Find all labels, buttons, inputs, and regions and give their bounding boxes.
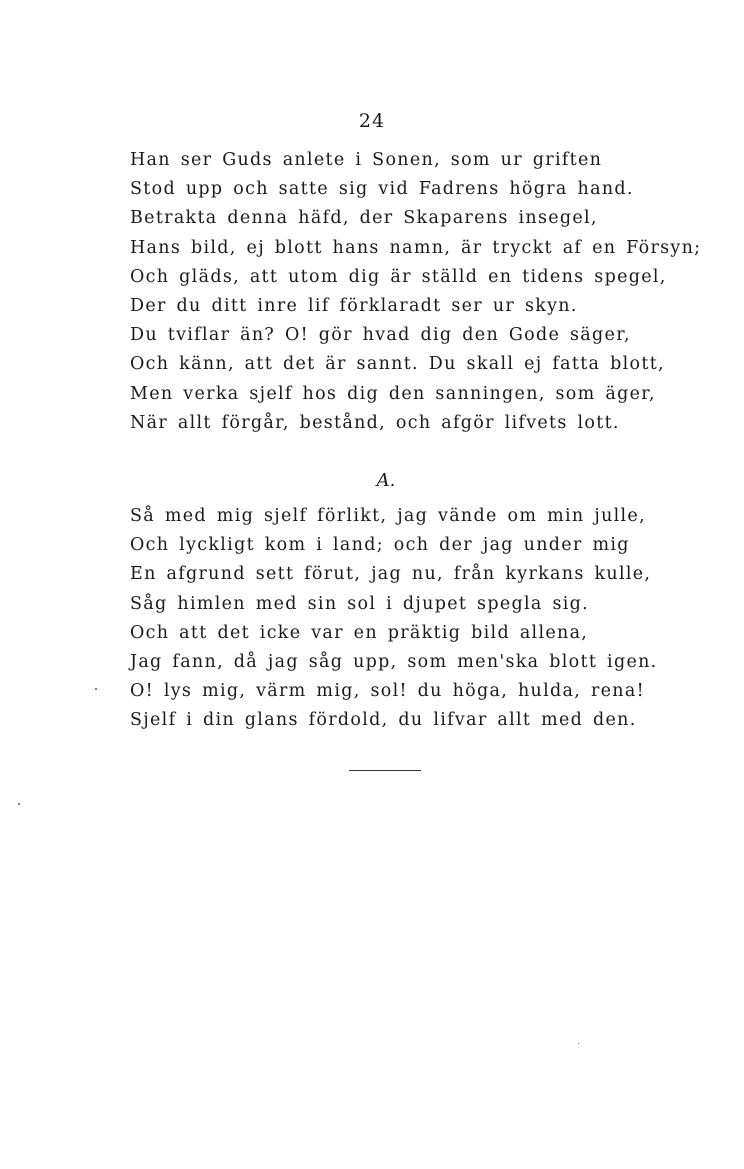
verse-line: Och att det icke var en präktig bild allena, xyxy=(130,622,589,643)
verse-line: Stod upp och satte sig vid Fadrens högra hand. xyxy=(130,179,634,200)
verse-line: Jag fann, då jag såg upp, som men'ska blott igen. xyxy=(130,651,658,672)
verse-line: Och lyckligt kom i land; och der jag under mig xyxy=(130,535,630,556)
print-speck xyxy=(578,1043,579,1044)
speaker-label: A. xyxy=(376,470,396,491)
verse-line: Sjelf i din glans fördold, du lifvar allt med den. xyxy=(130,710,637,731)
verse-line: O! lys mig, värm mig, sol! du höga, hulda, rena! xyxy=(130,681,645,702)
verse-line: Och känn, att det är sannt. Du skall ej fatta blott, xyxy=(130,354,665,375)
verse-line: Hans bild, ej blott hans namn, är tryckt af en Försyn; xyxy=(130,237,702,258)
verse-line: Men verka sjelf hos dig den sanningen, som äger, xyxy=(130,383,656,404)
stanza-one xyxy=(130,146,701,438)
section-divider xyxy=(349,770,421,771)
verse-line: Och gläds, att utom dig är ställd en tidens spegel, xyxy=(130,266,667,287)
page-number: 24 xyxy=(358,110,386,132)
stanza-two xyxy=(130,502,658,736)
verse-line: Der du ditt inre lif förklaradt ser ur skyn. xyxy=(130,295,578,316)
verse-line: Så med mig sjelf förlikt, jag vände om min julle, xyxy=(130,506,646,526)
verse-line: En afgrund sett förut, jag nu, från kyrkans kulle, xyxy=(130,564,652,585)
verse-line: När allt förgår, bestånd, och afgör lifvets lott. xyxy=(130,412,620,433)
verse-line: Du tviflar än? O! gör hvad dig den Gode säger, xyxy=(130,325,631,346)
verse-line: Betrakta denna häfd, der Skaparens insegel, xyxy=(130,208,598,229)
verse-line: Han ser Guds anlete i Sonen, som ur griften xyxy=(130,150,603,170)
print-speck xyxy=(95,688,97,690)
print-speck xyxy=(18,803,20,805)
verse-line: Såg himlen med sin sol i djupet spegla sig. xyxy=(130,593,590,614)
